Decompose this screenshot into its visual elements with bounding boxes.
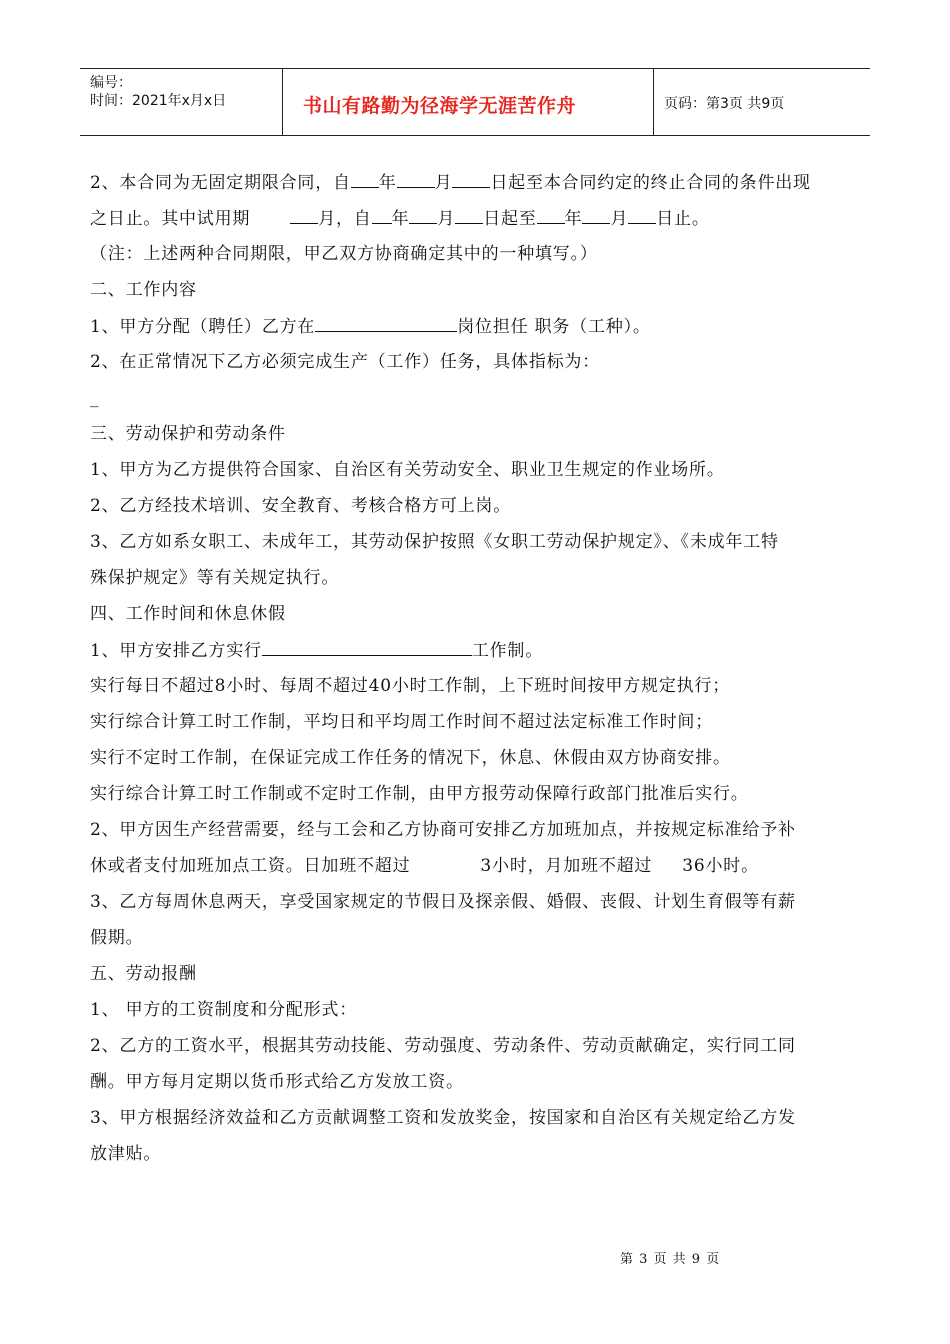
text-line: 殊保护规定》等有关规定执行。 bbox=[90, 568, 340, 588]
text-line: 2、甲方因生产经营需要，经与工会和乙方协商可安排乙方加班加点，并按规定标准给予补 bbox=[90, 820, 796, 840]
text-line: 2、在正常情况下乙方必须完成生产（工作）任务，具体指标为： bbox=[90, 352, 601, 372]
text-line: 之日止。其中试用期 月，自 年 月 日起至 年 月 日止。 bbox=[90, 209, 710, 229]
header-meta-cell bbox=[80, 69, 283, 135]
text-line: 实行不定时工作制，在保证完成工作任务的情况下，休息、休假由双方协商安排。 bbox=[90, 748, 731, 768]
text-line: 1、 甲方的工资制度和分配形式： bbox=[90, 1000, 358, 1020]
text-line: 休或者支付加班加点工资。日加班不超过 3小时，月加班不超过 36小时。 bbox=[90, 856, 759, 876]
header-page-label: 页码：第3页 共9页 bbox=[664, 96, 785, 112]
blank-field bbox=[397, 171, 435, 188]
header-motto: 书山有路勤为径海学无涯苦作舟 bbox=[303, 95, 577, 117]
doc-time-label: 时间：2021年x月x日 bbox=[90, 93, 227, 109]
text-line: 1、甲方为乙方提供符合国家、自治区有关劳动安全、职业卫生规定的作业场所。 bbox=[90, 460, 725, 480]
header-motto-cell bbox=[283, 69, 654, 135]
text-line: 2、本合同为无固定期限合同，自 年 月 日起至本合同约定的终止合同的条件出现 bbox=[90, 173, 811, 193]
text-line: 3、甲方根据经济效益和乙方贡献调整工资和发放奖金，按国家和自治区有关规定给乙方发 bbox=[90, 1108, 796, 1128]
doc-number-label: 编号： bbox=[90, 75, 132, 91]
text-line: 实行综合计算工时工作制或不定时工作制，由甲方报劳动保障行政部门批准后实行。 bbox=[90, 784, 749, 804]
text-line: 3、乙方每周休息两天，享受国家规定的节假日及探亲假、婚假、丧假、计划生育假等有薪 bbox=[90, 892, 796, 912]
note-line: （注：上述两种合同期限，甲乙双方协商确定其中的一种填写。） bbox=[90, 244, 598, 264]
blank-field bbox=[290, 207, 318, 224]
text-line: 实行综合计算工时工作制，平均日和平均周工作时间不超过法定标准工作时间； bbox=[90, 712, 713, 732]
text-line: 酬。甲方每月定期以货币形式给乙方发放工资。 bbox=[90, 1072, 464, 1092]
blank-field bbox=[628, 207, 656, 224]
text-line: 放津贴。 bbox=[90, 1144, 162, 1164]
section-heading: 二、工作内容 bbox=[90, 280, 197, 300]
section-heading: 四、工作时间和休息休假 bbox=[90, 604, 286, 624]
text-line: 1、甲方分配（聘任）乙方在 岗位担任 职务（工种）。 bbox=[90, 317, 651, 337]
text-line: 1、甲方安排乙方实行 工作制。 bbox=[90, 641, 544, 661]
page-header bbox=[80, 68, 870, 136]
blank-field bbox=[455, 207, 483, 224]
text-line: 实行每日不超过8小时、每周不超过40小时工作制，上下班时间按甲方规定执行； bbox=[90, 676, 731, 696]
blank-field bbox=[351, 171, 379, 188]
blank-field bbox=[537, 207, 565, 224]
blank-field bbox=[372, 207, 392, 224]
blank-field bbox=[262, 639, 472, 656]
section-heading: 三、劳动保护和劳动条件 bbox=[90, 424, 286, 444]
text-line: 2、乙方的工资水平，根据其劳动技能、劳动强度、劳动条件、劳动贡献确定，实行同工同 bbox=[90, 1036, 796, 1056]
header-page-cell bbox=[654, 69, 870, 135]
text-line: 假期。 bbox=[90, 928, 144, 948]
blank-field bbox=[452, 171, 490, 188]
blank-field bbox=[582, 207, 610, 224]
blank-field bbox=[315, 315, 457, 332]
section-heading: 五、劳动报酬 bbox=[90, 964, 197, 984]
page-footer: 第 3 页 共 9 页 bbox=[620, 1252, 721, 1267]
text-line: 3、乙方如系女职工、未成年工，其劳动保护按照《女职工劳动保护规定》、《未成年工特 bbox=[90, 532, 779, 552]
text-line: _ bbox=[90, 388, 100, 408]
blank-field bbox=[409, 207, 437, 224]
text-line: 2、乙方经技术培训、安全教育、考核合格方可上岗。 bbox=[90, 496, 512, 516]
